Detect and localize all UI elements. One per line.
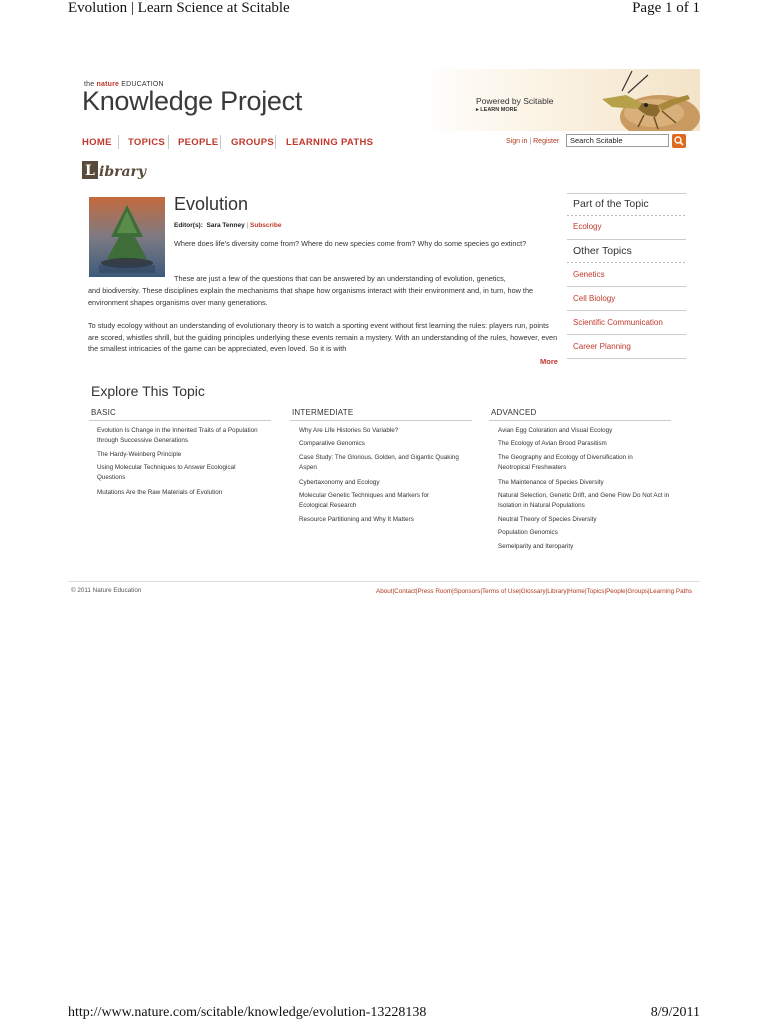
library-logo <box>82 160 156 180</box>
site-title[interactable]: Knowledge Project <box>82 86 303 116</box>
paragraph-three: To study ecology without an understanding of evolutionary theory is to watch a sporting event without first learning the rules: players run, points are scored, whistles shrill, but the guiding principles underlying these events remain a mystery. With an understanding of the rules, however, even the smallest intricacies of the game can be appreciated, even loved. So it is with <box>88 321 558 353</box>
account-links: Sign in | Register <box>506 138 560 145</box>
article-title: Evolution <box>174 194 249 214</box>
footer-link-home[interactable]: Home <box>568 588 585 595</box>
part-of-topic-heading: Part of the Topic <box>573 198 649 210</box>
other-topics-heading: Other Topics <box>573 245 632 257</box>
topic-link-scientific-communication[interactable]: Scientific Communication <box>573 318 663 327</box>
nav-learning-paths[interactable]: LEARNING PATHS <box>286 137 374 148</box>
intro-paragraph: Where does life's diversity come from? Where do new species come from? Why do some species go extinct? <box>174 239 527 248</box>
basic-heading: BASIC <box>91 408 117 417</box>
footer-link-press-room[interactable]: Press Room <box>417 588 453 595</box>
pdf-print-date: 8/9/2011 <box>650 1005 700 1020</box>
column-divider <box>489 420 671 421</box>
brand-nature: nature <box>96 81 120 88</box>
brand-prefix: the <box>84 81 95 88</box>
powered-by-scitable[interactable]: Powered by Scitable <box>476 96 554 106</box>
evolution-thumbnail-image <box>89 197 165 277</box>
sidebar-divider <box>567 239 686 240</box>
list-item[interactable]: The Maintenance of Species Diversity <box>498 479 604 486</box>
sidebar-divider <box>567 215 686 216</box>
footer-link-contact[interactable]: Contact <box>394 588 416 595</box>
list-item[interactable]: Semelparity and Iteroparity <box>498 543 574 550</box>
subscribe-link[interactable]: Subscribe <box>250 222 282 229</box>
pdf-page-title: Evolution | Learn Science at Scitable <box>68 0 290 16</box>
topic-link-cell-biology[interactable]: Cell Biology <box>573 294 616 303</box>
list-item[interactable]: Avian Egg Coloration and Visual Ecology <box>498 427 613 434</box>
list-item[interactable]: Cybertaxonomy and Ecology <box>299 479 380 486</box>
column-divider <box>89 420 271 421</box>
advanced-heading: ADVANCED <box>491 408 537 417</box>
footer-link-library[interactable]: Library <box>547 588 567 595</box>
nav-separator <box>275 135 276 149</box>
list-item[interactable]: Evolution Is Change in the Inherited Traits of a Population through Successive Generations <box>97 427 258 444</box>
sidebar-divider <box>567 310 686 311</box>
footer-link-glossary[interactable]: Glossary <box>520 588 546 595</box>
list-item[interactable]: Using Molecular Techniques to Answer Ecological Questions <box>97 464 236 481</box>
sidebar-divider <box>567 262 686 263</box>
sidebar-divider <box>567 358 686 359</box>
footer-link-groups[interactable]: Groups <box>627 588 648 595</box>
list-item[interactable]: Resource Partitioning and Why It Matters <box>299 516 414 523</box>
paragraph-two-body: and biodiversity. These disciplines explain the mechanisms that shape how organisms interact with their environment and, in turn, how the environment shapes organisms over many generations. <box>88 286 534 307</box>
learn-more-link[interactable]: ▸ LEARN MORE <box>476 107 518 113</box>
sidebar-divider <box>567 193 686 194</box>
list-item[interactable]: The Hardy-Weinberg Principle <box>97 451 182 458</box>
footer-link-learning-paths[interactable]: Learning Paths <box>649 588 692 595</box>
nav-groups[interactable]: GROUPS <box>231 137 274 148</box>
more-link[interactable]: More <box>540 357 558 366</box>
list-item[interactable]: The Geography and Ecology of Diversification in Neotropical Freshwaters <box>498 454 633 471</box>
explore-topic-heading: Explore This Topic <box>91 383 205 399</box>
list-item[interactable]: Why Are Life Histories So Variable? <box>299 427 399 434</box>
intermediate-heading: INTERMEDIATE <box>292 408 354 417</box>
sidebar-divider <box>567 334 686 335</box>
list-item[interactable]: Case Study: The Glorious, Golden, and Gigantic Quaking Aspen <box>299 454 459 471</box>
nav-separator <box>118 135 119 149</box>
footer-link-about[interactable]: About <box>376 588 393 595</box>
footer-links: About|Contact|Press Room|Sponsors|Terms of Use|Glossary|Library|Home|Topics|People|Groups|Learning Paths <box>376 588 692 595</box>
brand-suffix: EDUCATION <box>121 81 164 88</box>
search-button[interactable] <box>672 134 686 148</box>
editors-line: Editor(s): Sara Tenney | Subscribe <box>174 222 282 229</box>
footer-link-sponsors[interactable]: Sponsors <box>453 588 481 595</box>
topic-link-ecology[interactable]: Ecology <box>573 222 602 231</box>
footer-divider <box>68 581 700 582</box>
search-icon <box>672 134 686 148</box>
topic-link-career-planning[interactable]: Career Planning <box>573 342 631 351</box>
search-input[interactable]: Search Scitable <box>566 134 669 147</box>
footer-link-terms[interactable]: Terms of Use <box>482 588 520 595</box>
paragraph-two-lead: These are just a few of the questions that can be answered by an understanding of evolution, genetics, <box>174 274 506 283</box>
nav-people[interactable]: PEOPLE <box>178 137 219 148</box>
pdf-page-number: Page 1 of 1 <box>632 0 700 16</box>
column-divider <box>290 420 472 421</box>
list-item[interactable]: Population Genomics <box>498 529 558 536</box>
sign-in-link[interactable]: Sign in <box>506 138 528 145</box>
svg-text:L: L <box>85 163 95 179</box>
list-item[interactable]: Comparative Genomics <box>299 440 365 447</box>
pdf-source-url: http://www.nature.com/scitable/knowledge/evolution-13228138 <box>68 1005 427 1020</box>
nav-separator <box>220 135 221 149</box>
nav-separator <box>168 135 169 149</box>
editors-label: Editor(s): <box>174 222 203 229</box>
nav-topics[interactable]: TOPICS <box>128 137 165 148</box>
copyright-text: © 2011 Nature Education <box>71 587 142 594</box>
grasshopper-illustration <box>572 69 700 131</box>
list-item[interactable]: Neutral Theory of Species Diversity <box>498 516 597 523</box>
topic-link-genetics[interactable]: Genetics <box>573 270 605 279</box>
svg-text:ibrary: ibrary <box>99 164 147 180</box>
footer-link-people[interactable]: People <box>606 588 626 595</box>
list-item[interactable]: Mutations Are the Raw Materials of Evolution <box>97 489 223 496</box>
list-item[interactable]: Molecular Genetic Techniques and Markers for Ecological Research <box>299 492 430 509</box>
editor-name[interactable]: Sara Tenney <box>206 222 245 229</box>
list-item[interactable]: Natural Selection, Genetic Drift, and Gene Flow Do Not Act in Isolation in Natural Populations <box>498 492 670 509</box>
register-link[interactable]: Register <box>533 138 560 145</box>
nav-home[interactable]: HOME <box>82 137 112 148</box>
list-item[interactable]: The Ecology of Avian Brood Parasitism <box>498 440 607 447</box>
footer-link-topics[interactable]: Topics <box>586 588 605 595</box>
sidebar-divider <box>567 286 686 287</box>
